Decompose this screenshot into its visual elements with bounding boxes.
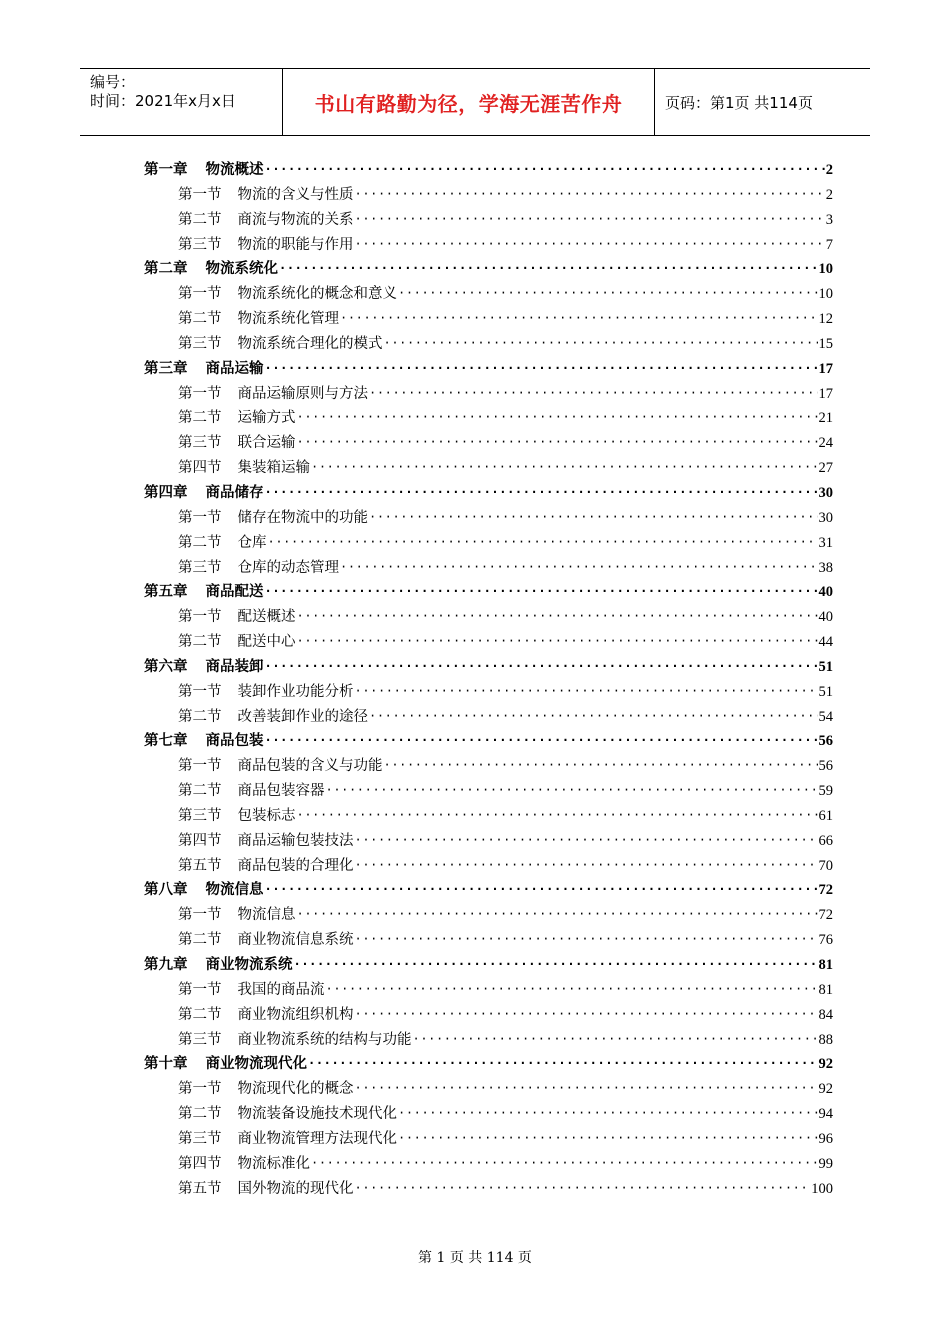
toc-entry-title: 物流的含义与性质 bbox=[237, 186, 354, 203]
toc-entry-page: 31 bbox=[818, 534, 833, 551]
dot-leader bbox=[355, 679, 818, 704]
toc-entry-label bbox=[178, 705, 368, 730]
dot-leader bbox=[413, 1027, 818, 1052]
toc-entry-title: 商业物流管理方法现代化 bbox=[237, 1130, 397, 1147]
toc-section-entry[interactable] bbox=[144, 854, 833, 879]
dot-leader bbox=[265, 356, 818, 381]
dot-leader bbox=[326, 977, 818, 1002]
toc-entry-page: 17 bbox=[818, 385, 833, 402]
toc-entry-page: 51 bbox=[818, 683, 833, 700]
toc-entry-label bbox=[144, 158, 264, 183]
toc-entry-label bbox=[144, 655, 264, 680]
dot-leader bbox=[355, 1002, 818, 1027]
toc-entry-label bbox=[178, 382, 368, 407]
toc-section-entry[interactable] bbox=[144, 1127, 833, 1152]
toc-entry-title: 装卸作业功能分析 bbox=[237, 683, 354, 700]
dot-leader bbox=[369, 381, 818, 406]
toc-entry-label bbox=[178, 1152, 310, 1177]
toc-entry-label bbox=[178, 630, 296, 655]
header-page-info: 页码：第1页 共114页 bbox=[665, 93, 813, 112]
toc-entry-page: 24 bbox=[818, 435, 833, 452]
toc-entry-page: 38 bbox=[818, 559, 833, 576]
dot-leader bbox=[297, 629, 818, 654]
toc-entry-title: 商品运输 bbox=[205, 359, 264, 377]
toc-entry-title: 仓库 bbox=[237, 534, 267, 551]
toc-section-entry[interactable] bbox=[144, 431, 833, 456]
toc-entry-number: 第二节 bbox=[178, 634, 222, 651]
dot-leader bbox=[297, 405, 818, 430]
toc-chapter-entry[interactable] bbox=[144, 158, 833, 183]
toc-section-entry[interactable] bbox=[144, 1003, 833, 1028]
toc-entry-label bbox=[178, 978, 325, 1003]
toc-entry-title: 集装箱运输 bbox=[237, 460, 310, 477]
toc-entry-number: 第一节 bbox=[178, 186, 222, 203]
toc-entry-title: 物流信息 bbox=[237, 907, 296, 924]
toc-entry-page: 15 bbox=[818, 335, 833, 352]
toc-entry-number: 第四节 bbox=[178, 832, 222, 849]
toc-entry-number: 第三章 bbox=[144, 359, 188, 377]
toc-entry-label bbox=[178, 1077, 354, 1102]
toc-entry-number: 第一节 bbox=[178, 509, 222, 526]
table-of-contents bbox=[144, 158, 833, 1201]
toc-entry-page: 2 bbox=[825, 162, 833, 178]
toc-section-entry[interactable] bbox=[144, 978, 833, 1003]
toc-entry-page: 94 bbox=[818, 1106, 833, 1123]
toc-section-entry[interactable] bbox=[144, 208, 833, 233]
toc-entry-page: 2 bbox=[825, 186, 833, 203]
toc-entry-label bbox=[178, 531, 267, 556]
toc-entry-number: 第一节 bbox=[178, 683, 222, 700]
toc-entry-number: 第九章 bbox=[144, 956, 188, 973]
toc-section-entry[interactable] bbox=[144, 382, 833, 407]
toc-entry-number: 第四章 bbox=[144, 483, 188, 501]
dot-leader bbox=[297, 604, 818, 629]
toc-entry-title: 商流与物流的关系 bbox=[237, 211, 354, 228]
toc-entry-label bbox=[144, 878, 264, 903]
dot-leader bbox=[297, 430, 818, 455]
toc-section-entry[interactable] bbox=[144, 680, 833, 705]
toc-entry-number: 第二节 bbox=[178, 410, 222, 427]
toc-entry-page: 70 bbox=[818, 857, 833, 874]
time-label: 时间：2021年x月x日 bbox=[90, 92, 236, 110]
toc-entry-page: 99 bbox=[818, 1155, 833, 1172]
toc-entry-label bbox=[178, 804, 296, 829]
toc-entry-label bbox=[144, 729, 264, 754]
toc-entry-label bbox=[178, 183, 354, 208]
toc-entry-page: 54 bbox=[818, 708, 833, 725]
toc-section-entry[interactable] bbox=[144, 928, 833, 953]
toc-section-entry[interactable] bbox=[144, 779, 833, 804]
dot-leader bbox=[265, 480, 818, 505]
toc-entry-label bbox=[178, 208, 354, 233]
toc-entry-title: 物流系统化 bbox=[205, 260, 278, 278]
toc-entry-number: 第一节 bbox=[178, 609, 222, 626]
dot-leader bbox=[340, 555, 818, 580]
toc-entry-label bbox=[178, 556, 339, 581]
toc-entry-label bbox=[144, 1052, 307, 1077]
dot-leader bbox=[297, 902, 818, 927]
toc-entry-title: 商品包装的含义与功能 bbox=[237, 758, 383, 775]
toc-section-entry[interactable] bbox=[144, 332, 833, 357]
toc-section-entry[interactable] bbox=[144, 506, 833, 531]
toc-section-entry[interactable] bbox=[144, 829, 833, 854]
toc-entry-page: 40 bbox=[818, 609, 833, 626]
dot-leader bbox=[265, 728, 818, 753]
toc-entry-number: 第一节 bbox=[178, 385, 222, 402]
toc-section-entry[interactable] bbox=[144, 1177, 833, 1202]
toc-entry-label bbox=[178, 282, 397, 307]
toc-entry-title: 物流系统化管理 bbox=[237, 311, 339, 328]
toc-entry-page: 21 bbox=[818, 410, 833, 427]
toc-entry-title: 商品运输原则与方法 bbox=[237, 385, 368, 402]
toc-entry-number: 第一节 bbox=[178, 1081, 222, 1098]
toc-entry-label bbox=[178, 605, 296, 630]
toc-entry-title: 物流标准化 bbox=[237, 1155, 310, 1172]
toc-entry-number: 第三节 bbox=[178, 807, 222, 824]
toc-entry-page: 3 bbox=[825, 211, 833, 228]
toc-chapter-entry[interactable] bbox=[144, 1052, 833, 1077]
toc-section-entry[interactable] bbox=[144, 754, 833, 779]
dot-leader bbox=[294, 952, 818, 977]
toc-entry-title: 商品包装容器 bbox=[237, 783, 325, 800]
toc-entry-title: 物流现代化的概念 bbox=[237, 1081, 354, 1098]
toc-entry-number: 第一节 bbox=[178, 758, 222, 775]
toc-entry-label bbox=[178, 1127, 397, 1152]
toc-entry-title: 商业物流系统的结构与功能 bbox=[237, 1031, 412, 1048]
dot-leader bbox=[369, 704, 818, 729]
toc-entry-page: 76 bbox=[818, 932, 833, 949]
toc-entry-number: 第三节 bbox=[178, 1031, 222, 1048]
dot-leader bbox=[279, 256, 818, 281]
toc-entry-title: 商业物流现代化 bbox=[205, 1055, 307, 1073]
serial-number-label: 编号： bbox=[90, 73, 136, 91]
toc-entry-label bbox=[144, 257, 278, 282]
toc-entry-number: 第二节 bbox=[178, 708, 222, 725]
toc-entry-label bbox=[178, 1177, 354, 1202]
toc-entry-page: 17 bbox=[818, 360, 833, 377]
toc-chapter-entry[interactable] bbox=[144, 729, 833, 754]
toc-entry-page: 88 bbox=[818, 1031, 833, 1048]
toc-chapter-entry[interactable] bbox=[144, 878, 833, 903]
toc-entry-title: 商品配送 bbox=[205, 583, 264, 601]
toc-entry-number: 第四节 bbox=[178, 1155, 222, 1172]
dot-leader bbox=[326, 778, 818, 803]
toc-entry-number: 第二节 bbox=[178, 783, 222, 800]
toc-entry-page: 81 bbox=[818, 981, 833, 998]
toc-entry-page: 96 bbox=[818, 1130, 833, 1147]
toc-entry-title: 商品装卸 bbox=[205, 657, 264, 675]
toc-entry-title: 商品包装 bbox=[205, 732, 264, 750]
toc-entry-page: 30 bbox=[818, 509, 833, 526]
toc-entry-page: 12 bbox=[818, 311, 833, 328]
toc-section-entry[interactable] bbox=[144, 630, 833, 655]
dot-leader bbox=[265, 877, 818, 902]
toc-entry-label bbox=[178, 307, 339, 332]
toc-entry-label bbox=[178, 233, 354, 258]
dot-leader bbox=[398, 1126, 818, 1151]
toc-entry-title: 商业物流组织机构 bbox=[237, 1006, 354, 1023]
dot-leader bbox=[355, 927, 818, 952]
dot-leader bbox=[308, 1051, 818, 1076]
toc-entry-title: 物流装备设施技术现代化 bbox=[237, 1106, 397, 1123]
dot-leader bbox=[265, 157, 825, 182]
toc-entry-label bbox=[178, 506, 368, 531]
toc-entry-label bbox=[178, 680, 354, 705]
toc-entry-title: 物流系统合理化的模式 bbox=[237, 335, 383, 352]
toc-entry-number: 第一节 bbox=[178, 907, 222, 924]
header-motto: 书山有路勤为径，学海无涯苦作舟 bbox=[283, 69, 655, 135]
toc-section-entry[interactable] bbox=[144, 282, 833, 307]
toc-section-entry[interactable] bbox=[144, 233, 833, 258]
toc-entry-label bbox=[178, 456, 310, 481]
toc-entry-page: 10 bbox=[818, 286, 833, 303]
toc-entry-label bbox=[178, 332, 383, 357]
toc-entry-title: 商品包装的合理化 bbox=[237, 857, 354, 874]
toc-entry-page: 92 bbox=[818, 1081, 833, 1098]
toc-entry-number: 第一章 bbox=[144, 161, 188, 178]
toc-entry-page: 66 bbox=[818, 832, 833, 849]
toc-entry-title: 商品储存 bbox=[205, 483, 264, 501]
toc-entry-title: 储存在物流中的功能 bbox=[237, 509, 368, 526]
toc-section-entry[interactable] bbox=[144, 556, 833, 581]
dot-leader bbox=[355, 182, 825, 207]
dot-leader bbox=[369, 505, 818, 530]
toc-entry-title: 联合运输 bbox=[237, 435, 296, 452]
toc-entry-label bbox=[178, 754, 383, 779]
toc-entry-page: 92 bbox=[818, 1056, 833, 1073]
dot-leader bbox=[355, 1176, 811, 1201]
toc-entry-label bbox=[178, 779, 325, 804]
toc-entry-title: 商业物流信息系统 bbox=[237, 932, 354, 949]
toc-entry-page: 84 bbox=[818, 1006, 833, 1023]
toc-section-entry[interactable] bbox=[144, 903, 833, 928]
toc-entry-number: 第十章 bbox=[144, 1055, 188, 1073]
toc-entry-number: 第六章 bbox=[144, 657, 188, 675]
toc-entry-number: 第二节 bbox=[178, 1006, 222, 1023]
toc-entry-title: 配送中心 bbox=[237, 634, 296, 651]
toc-entry-number: 第八章 bbox=[144, 881, 188, 899]
toc-entry-number: 第二节 bbox=[178, 932, 222, 949]
toc-section-entry[interactable] bbox=[144, 183, 833, 208]
toc-entry-page: 40 bbox=[818, 584, 833, 601]
toc-chapter-entry[interactable] bbox=[144, 481, 833, 506]
dot-leader bbox=[355, 1076, 818, 1101]
header-meta bbox=[80, 69, 283, 135]
dot-leader bbox=[265, 579, 818, 604]
dot-leader bbox=[384, 331, 818, 356]
toc-entry-number: 第三节 bbox=[178, 435, 222, 452]
toc-entry-page: 10 bbox=[818, 261, 833, 278]
dot-leader bbox=[297, 803, 818, 828]
toc-entry-page: 56 bbox=[818, 758, 833, 775]
toc-section-entry[interactable] bbox=[144, 1028, 833, 1053]
toc-entry-title: 物流系统化的概念和意义 bbox=[237, 286, 397, 303]
toc-entry-label bbox=[144, 357, 264, 382]
toc-entry-label bbox=[178, 854, 354, 879]
toc-section-entry[interactable] bbox=[144, 705, 833, 730]
toc-entry-page: 7 bbox=[825, 236, 833, 253]
dot-leader bbox=[398, 1101, 818, 1126]
toc-entry-number: 第三节 bbox=[178, 559, 222, 576]
toc-entry-title: 商业物流系统 bbox=[205, 956, 293, 973]
toc-entry-title: 物流信息 bbox=[205, 881, 264, 899]
toc-entry-number: 第五节 bbox=[178, 857, 222, 874]
dot-leader bbox=[355, 207, 825, 232]
toc-entry-title: 国外物流的现代化 bbox=[237, 1180, 354, 1197]
toc-entry-label bbox=[178, 431, 296, 456]
toc-entry-number: 第七章 bbox=[144, 732, 188, 750]
toc-entry-page: 72 bbox=[818, 907, 833, 924]
dot-leader bbox=[384, 753, 818, 778]
toc-section-entry[interactable] bbox=[144, 307, 833, 332]
toc-entry-title: 运输方式 bbox=[237, 410, 296, 427]
toc-entry-page: 61 bbox=[818, 807, 833, 824]
toc-entry-number: 第三节 bbox=[178, 1130, 222, 1147]
page-footer: 第 1 页 共 114 页 bbox=[418, 1250, 532, 1266]
toc-entry-label bbox=[178, 1028, 412, 1053]
toc-entry-title: 配送概述 bbox=[237, 609, 296, 626]
toc-entry-number: 第二节 bbox=[178, 311, 222, 328]
toc-chapter-entry[interactable] bbox=[144, 357, 833, 382]
toc-entry-page: 30 bbox=[818, 484, 833, 501]
toc-entry-label bbox=[178, 903, 296, 928]
toc-chapter-entry[interactable] bbox=[144, 655, 833, 680]
toc-entry-number: 第五节 bbox=[178, 1180, 222, 1197]
toc-entry-number: 第二节 bbox=[178, 534, 222, 551]
dot-leader bbox=[398, 281, 818, 306]
toc-entry-number: 第一节 bbox=[178, 981, 222, 998]
toc-entry-number: 第二章 bbox=[144, 260, 188, 278]
toc-entry-number: 第二节 bbox=[178, 1106, 222, 1123]
toc-entry-title: 商品运输包装技法 bbox=[237, 832, 354, 849]
toc-entry-title: 物流概述 bbox=[205, 161, 264, 178]
toc-entry-page: 44 bbox=[818, 634, 833, 651]
toc-section-entry[interactable] bbox=[144, 531, 833, 556]
toc-entry-label bbox=[178, 1102, 397, 1127]
toc-section-entry[interactable] bbox=[144, 406, 833, 431]
toc-entry-label bbox=[144, 953, 293, 978]
toc-entry-page: 59 bbox=[818, 783, 833, 800]
toc-entry-title: 仓库的动态管理 bbox=[237, 559, 339, 576]
toc-entry-title: 改善装卸作业的途径 bbox=[237, 708, 368, 725]
toc-entry-title: 我国的商品流 bbox=[237, 981, 325, 998]
dot-leader bbox=[355, 853, 818, 878]
toc-entry-label bbox=[178, 406, 296, 431]
toc-section-entry[interactable] bbox=[144, 456, 833, 481]
toc-entry-page: 81 bbox=[818, 957, 833, 973]
toc-entry-number: 第三节 bbox=[178, 335, 222, 352]
toc-entry-label bbox=[178, 1003, 354, 1028]
toc-entry-label bbox=[178, 829, 354, 854]
dot-leader bbox=[340, 306, 818, 331]
toc-entry-number: 第四节 bbox=[178, 460, 222, 477]
toc-chapter-entry[interactable] bbox=[144, 953, 833, 978]
toc-chapter-entry[interactable] bbox=[144, 580, 833, 605]
toc-entry-page: 100 bbox=[811, 1180, 833, 1197]
toc-entry-page: 72 bbox=[818, 882, 833, 899]
toc-entry-label bbox=[178, 928, 354, 953]
toc-entry-title: 物流的职能与作用 bbox=[237, 236, 354, 253]
toc-chapter-entry[interactable] bbox=[144, 257, 833, 282]
toc-entry-number: 第三节 bbox=[178, 236, 222, 253]
dot-leader bbox=[265, 654, 818, 679]
toc-section-entry[interactable] bbox=[144, 605, 833, 630]
dot-leader bbox=[268, 530, 818, 555]
toc-section-entry[interactable] bbox=[144, 804, 833, 829]
toc-entry-label bbox=[144, 580, 264, 605]
dot-leader bbox=[311, 1151, 818, 1176]
toc-section-entry[interactable] bbox=[144, 1152, 833, 1177]
toc-entry-page: 56 bbox=[818, 733, 833, 750]
toc-entry-label bbox=[144, 481, 264, 506]
page-header bbox=[80, 68, 870, 136]
toc-entry-number: 第五章 bbox=[144, 583, 188, 601]
toc-entry-title: 包装标志 bbox=[237, 807, 296, 824]
dot-leader bbox=[355, 828, 818, 853]
toc-entry-page: 27 bbox=[818, 460, 833, 477]
toc-entry-number: 第一节 bbox=[178, 286, 222, 303]
toc-section-entry[interactable] bbox=[144, 1102, 833, 1127]
dot-leader bbox=[355, 232, 825, 257]
toc-section-entry[interactable] bbox=[144, 1077, 833, 1102]
dot-leader bbox=[311, 455, 818, 480]
toc-entry-number: 第二节 bbox=[178, 211, 222, 228]
toc-entry-page: 51 bbox=[818, 658, 833, 675]
